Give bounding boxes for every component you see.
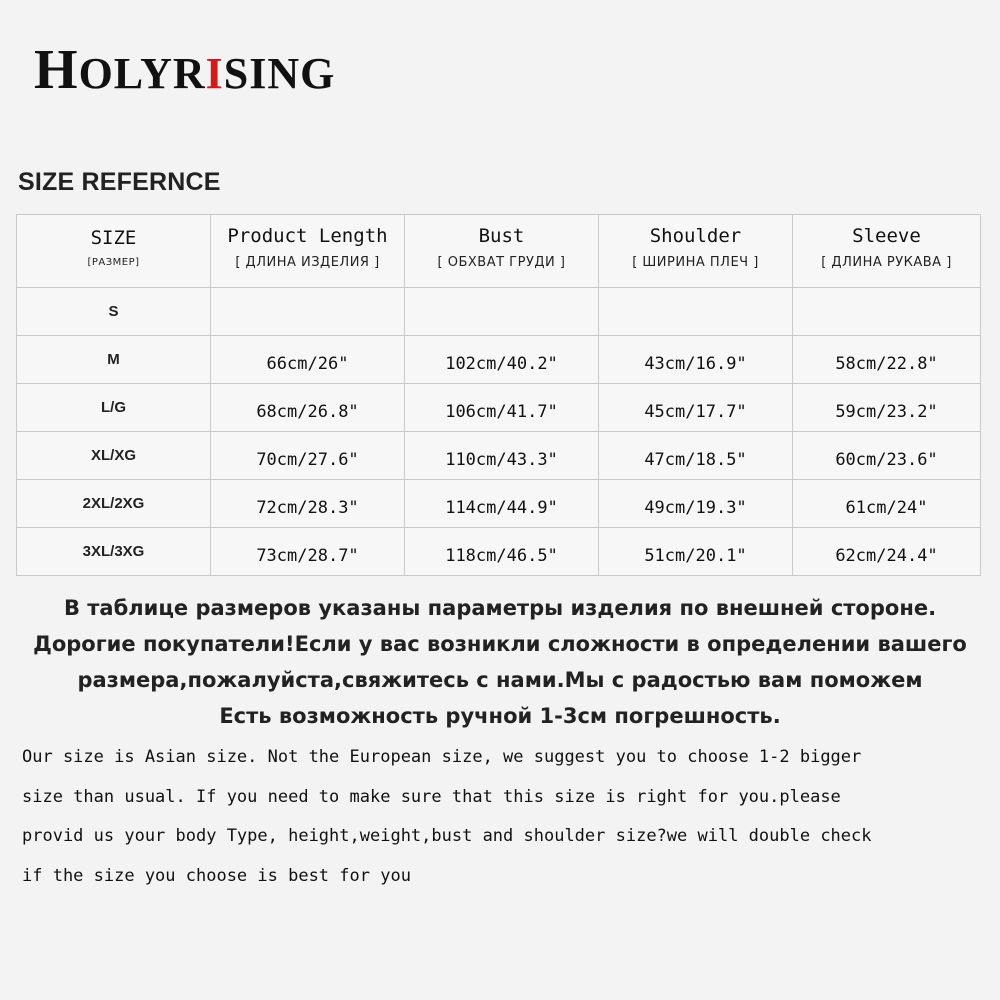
- header-sleeve-label: Sleeve: [852, 224, 921, 247]
- size-cell: L/G: [17, 384, 211, 432]
- sleeve-cell: 58cm/22.8": [793, 336, 981, 384]
- brand-logo-accent-letter: I: [205, 49, 224, 98]
- russian-note-line: В таблице размеров указаны параметры изделия по внешней стороне.: [63, 596, 937, 620]
- sleeve-cell: 59cm/23.2": [793, 384, 981, 432]
- length-cell: [211, 288, 405, 336]
- header-sleeve: [793, 215, 981, 288]
- bust-cell: 114cm/44.9": [405, 480, 599, 528]
- shoulder-cell: 47cm/18.5": [599, 432, 793, 480]
- sleeve-cell: 60cm/23.6": [793, 432, 981, 480]
- size-cell: 2XL/2XG: [17, 480, 211, 528]
- table-row: [17, 528, 981, 576]
- length-cell: 73cm/28.7": [211, 528, 405, 576]
- header-length: [211, 215, 405, 288]
- section-title: SIZE REFERNCE: [18, 168, 221, 196]
- header-sleeve-sublabel: [ ДЛИНА РУКАВА ]: [821, 254, 952, 270]
- header-bust-sublabel: [ ОБХВАТ ГРУДИ ]: [437, 254, 566, 270]
- english-note: [22, 738, 982, 896]
- russian-notes: [0, 590, 1000, 734]
- length-cell: 70cm/27.6": [211, 432, 405, 480]
- shoulder-cell: 45cm/17.7": [599, 384, 793, 432]
- size-table: [16, 214, 981, 576]
- header-size-sublabel: [РАЗМЕР]: [87, 256, 140, 268]
- brand-logo-part2: SING: [223, 49, 336, 98]
- brand-logo-part1: OLYR: [78, 49, 206, 98]
- size-cell: XL/XG: [17, 432, 211, 480]
- russian-note-line: Есть возможность ручной 1-3см погрешность.: [219, 704, 781, 728]
- english-note-line: if the size you choose is best for you: [22, 865, 411, 886]
- table-row: [17, 480, 981, 528]
- header-shoulder-sublabel: [ ШИРИНА ПЛЕЧ ]: [632, 254, 759, 270]
- header-size-label: SIZE: [90, 226, 137, 249]
- shoulder-cell: 51cm/20.1": [599, 528, 793, 576]
- sleeve-cell: 62cm/24.4": [793, 528, 981, 576]
- header-bust-label: Bust: [478, 224, 525, 247]
- russian-note-line: размера,пожалуйста,свяжитесь с нами.Мы с радостью вам поможем: [77, 668, 923, 692]
- sleeve-cell: [793, 288, 981, 336]
- table-row: [17, 432, 981, 480]
- header-shoulder-label: Shoulder: [649, 224, 742, 247]
- length-cell: 66cm/26": [211, 336, 405, 384]
- size-cell: 3XL/3XG: [17, 528, 211, 576]
- table-header-row: [17, 215, 981, 288]
- header-shoulder: [599, 215, 793, 288]
- header-size: [17, 215, 211, 288]
- bust-cell: 110cm/43.3": [405, 432, 599, 480]
- russian-note-line: Дорогие покупатели!Если у вас возникли сложности в определении вашего: [33, 632, 967, 656]
- header-bust: [405, 215, 599, 288]
- shoulder-cell: 43cm/16.9": [599, 336, 793, 384]
- table-row: [17, 288, 981, 336]
- brand-logo-first-letter: H: [34, 39, 79, 101]
- header-length-label: Product Length: [227, 224, 388, 247]
- english-note-line: Our size is Asian size. Not the European size, we suggest you to choose 1-2 bigger: [22, 747, 862, 767]
- header-length-sublabel: [ ДЛИНА ИЗДЕЛИЯ ]: [235, 254, 380, 270]
- size-cell: M: [17, 336, 211, 384]
- bust-cell: 102cm/40.2": [405, 336, 599, 384]
- english-note-line: size than usual. If you need to make sure that this size is right for you.please: [22, 786, 841, 807]
- bust-cell: 118cm/46.5": [405, 528, 599, 576]
- sleeve-cell: 61cm/24": [793, 480, 981, 528]
- table-row: [17, 384, 981, 432]
- english-note-line: provid us your body Type, height,weight,bust and shoulder size?we will double check: [22, 826, 872, 846]
- table-row: [17, 336, 981, 384]
- size-cell: S: [17, 288, 211, 336]
- bust-cell: [405, 288, 599, 336]
- length-cell: 72cm/28.3": [211, 480, 405, 528]
- shoulder-cell: [599, 288, 793, 336]
- length-cell: 68cm/26.8": [211, 384, 405, 432]
- shoulder-cell: 49cm/19.3": [599, 480, 793, 528]
- brand-logo: [34, 38, 335, 102]
- bust-cell: 106cm/41.7": [405, 384, 599, 432]
